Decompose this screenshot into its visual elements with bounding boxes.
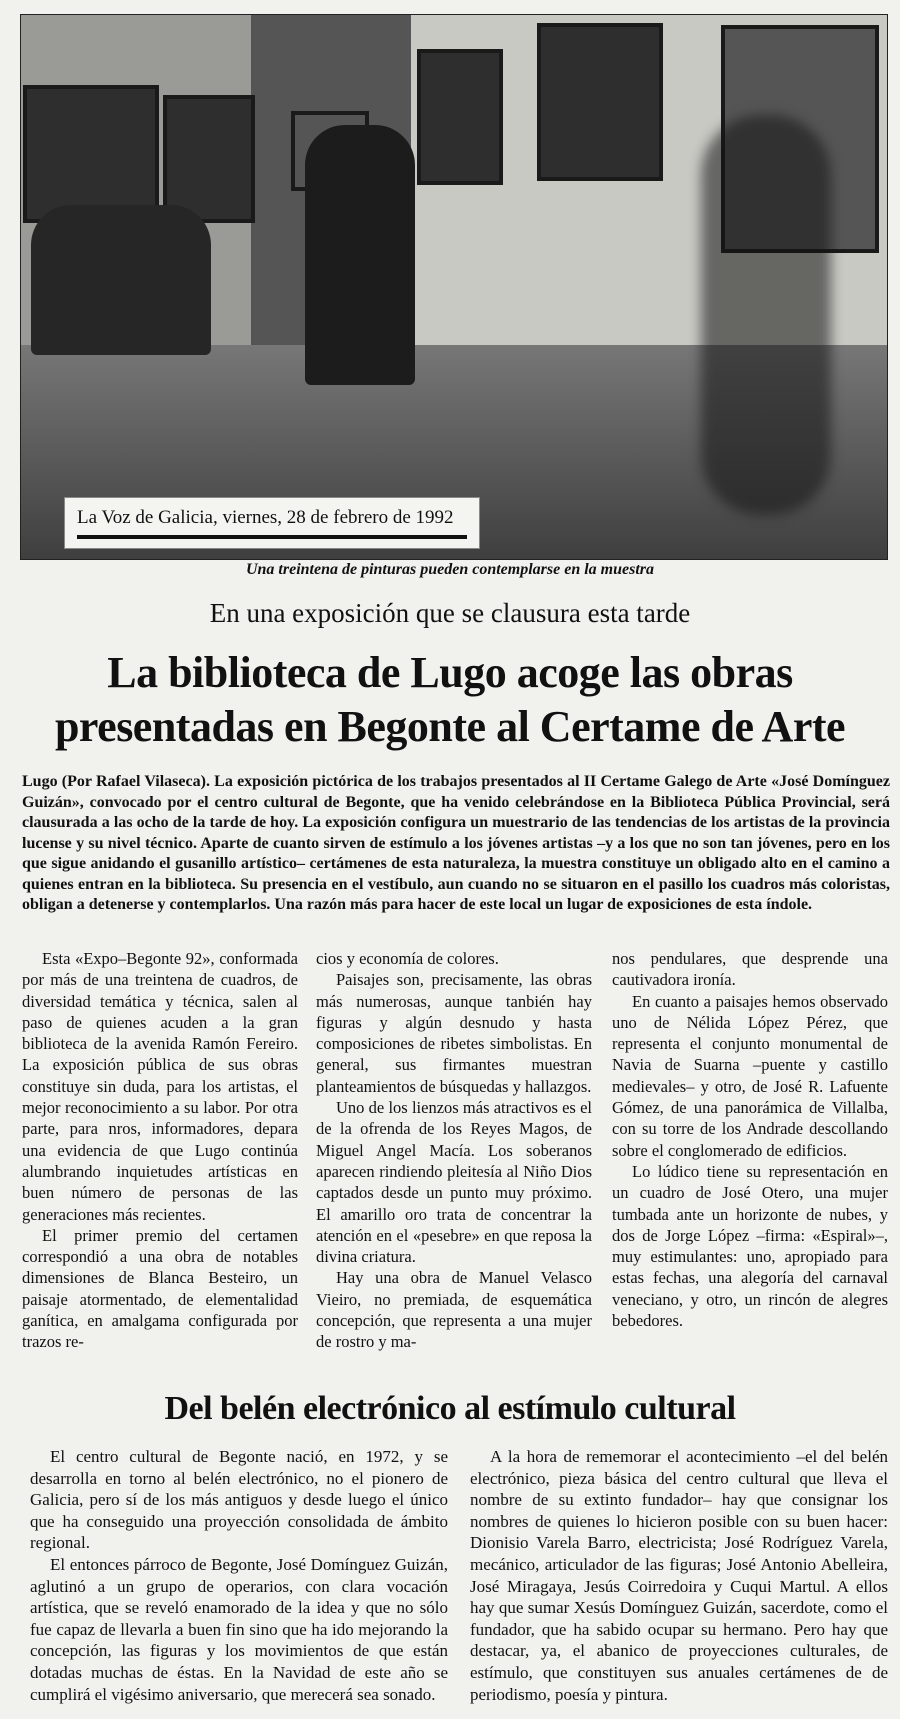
paragraph: El centro cultural de Begonte nació, en 1972, y se desarrolla en torno al belén electrónico, no el pionero de Galicia, pero sí de los más antiguos y desde luego el único que ha conseguido una proyección consolidada de ámbito regional. <box>30 1447 448 1553</box>
paragraph: En cuanto a paisajes hemos observado uno de Nélida López Pérez, que representa el conjunto monumental de Navia de Suarna –puente y castillo medievales– y otro, de José R. Lafuente Gómez, de una panorámica de Villalba, con su torre de los Andrade descollando sobre el conglomerado de edificios. <box>612 991 888 1160</box>
headline-line-1: La biblioteca de Lugo acoge las obras <box>107 648 793 697</box>
gallery-photo <box>20 14 888 560</box>
blurred-visitor <box>701 115 831 515</box>
paragraph: El entonces párroco de Begonte, José Domínguez Guizán, aglutinó a un grupo de operarios, con clara vocación artística, que se reveló enamorado de la idea y que no sólo fue capaz de llevarla a buen fin sino que ha ido mejorando la concepción, las figuras y los movimientos de que están dotadas muchas de éstas. En la Navidad de este año se cumplirá el vigésimo aniversario, que merecerá sea sonado. <box>30 1554 448 1704</box>
sidebar-headline: Del belén electrónico al estímulo cultural <box>164 1390 736 1427</box>
dateline-rule <box>77 535 467 539</box>
seated-visitor <box>31 205 211 355</box>
sidebar-column-1 <box>30 1446 448 1716</box>
paragraph: cios y economía de colores. <box>316 949 499 968</box>
dateline-text: La Voz de Galicia, viernes, 28 de febrero de 1992 <box>77 507 454 528</box>
headline-line-2: presentadas en Begonte al Certame de Arte <box>54 702 846 751</box>
newspaper-dateline <box>64 497 480 549</box>
paragraph: Lo lúdico tiene su representación en un cuadro de José Otero, una mujer tumbada ante un horizonte de nubes, y dos de Jorge López –firma: «Espiral»–, muy estimulantes: uno, apropiado para estas fechas, una alegoría del carnaval veneciano, y otro, un rincón de alegres bebedores. <box>612 1161 888 1331</box>
photo-caption: Una treintena de pinturas pueden contemplarse en la muestra <box>245 561 655 578</box>
paragraph: Paisajes son, precisamente, las obras más numerosas, aunque tanbién hay figuras y algún desnudo y hasta composiciones de ribetes simbolistas. En general, sus firmantes muestran planteamientos de búsquedas y hallazgos. <box>316 970 592 1096</box>
paragraph: A la hora de rememorar el acontecimiento –el del belén electrónico, pieza básica del centro cultural que lleva el nombre de su extinto fundador– hay que consignar los nombres de quienes lo hicieron posible con su buen hacer: Dionisio Varela Barro, electricista; José Rodríguez Varela, mecánico, articulador de las figuras; José Antonio Abelleira, José Miragaya, Jesús Coirredoira y Cuqui Martul. A ellos hay que sumar Xesús Domínguez Guizán, sacerdote, como el fundador, que ha sabido ocupar su hermano. Pero hay que destacar, ya, el abanico de proyecciones culturales, de estímulo, que constituyen sus anuales certámenes de de periodismo, poesía y pintura. <box>470 1447 888 1704</box>
article-column-1 <box>22 948 298 1376</box>
article-column-3 <box>612 948 888 1376</box>
article-kicker: En una exposición que se clausura esta tarde <box>209 598 691 628</box>
painting-frame <box>537 23 663 181</box>
paragraph: Uno de los lienzos más atractivos es el de la ofrenda de los Reyes Magos, de Miguel Angel Macía. Los soberanos aparecen rindiendo pleitesía al Niño Dios captados desde un punto muy próximo. El amarillo oro trata de concentrar la atención en el «pesebre» en que reposa la divina criatura. <box>316 1098 592 1267</box>
article-headline <box>0 646 900 754</box>
article-lead: Lugo (Por Rafael Vilaseca). La exposición pictórica de los trabajos presentados al II Certame Galego de Arte «José Domínguez Guizán», convocado por el centro cultural de Begonte, que ha venido celebrándose en la Biblioteca Pública Provincial, será clausurada a las ocho de la tarde de hoy. La exposición configura un muestrario de las tendencias de los artistas de la provincia lucense y su nivel técnico. Aparte de cuanto sirven de estímulo a los jóvenes artistas –y a los que no son tan jóvenes, pero en los que sigue anidando el gusanillo artístico– certámenes de esta naturaleza, la muestra constituye un obligado alto en el camino a quienes entran en la biblioteca. Su presencia en el vestíbulo, aun cuando no se situaron en el pasillo los cuadros más coloristas, obligan a detenerse y contemplarlos. Una razón más para hacer de este local un lugar de exposiciones de esta índole. <box>22 773 890 913</box>
standing-visitor <box>305 125 415 385</box>
sidebar-column-2 <box>470 1446 888 1716</box>
paragraph: nos pendulares, que desprende una cautivadora ironía. <box>612 949 888 990</box>
painting-frame <box>23 85 159 223</box>
paragraph: El primer premio del certamen correspondió a una obra de notables dimensiones de Blanca Besteiro, un paisaje atormentado, de elementalidad ganítica, en amalgama configurada por trazos re- <box>22 1225 298 1352</box>
article-column-2 <box>316 948 592 1376</box>
paragraph: Hay una obra de Manuel Velasco Vieiro, no premiada, de esquemática concepción, que representa a una mujer de rostro y ma- <box>316 1268 592 1352</box>
painting-frame <box>163 95 255 223</box>
paragraph: Esta «Expo–Begonte 92», conformada por más de una treintena de cuadros, de diversidad temática y técnica, salen al paso de quienes acuden a la gran biblioteca de la avenida Ramón Fereiro. La exposición pública de sus obras constituye sin duda, para los artistas, el mejor reconocimiento a su labor. Por otra parte, para nros, informadores, depara una evidencia de que Lugo continúa alumbrando inquietudes artísticas en buen número de personas de las generaciones más recientes. <box>22 949 298 1224</box>
painting-frame <box>417 49 503 185</box>
